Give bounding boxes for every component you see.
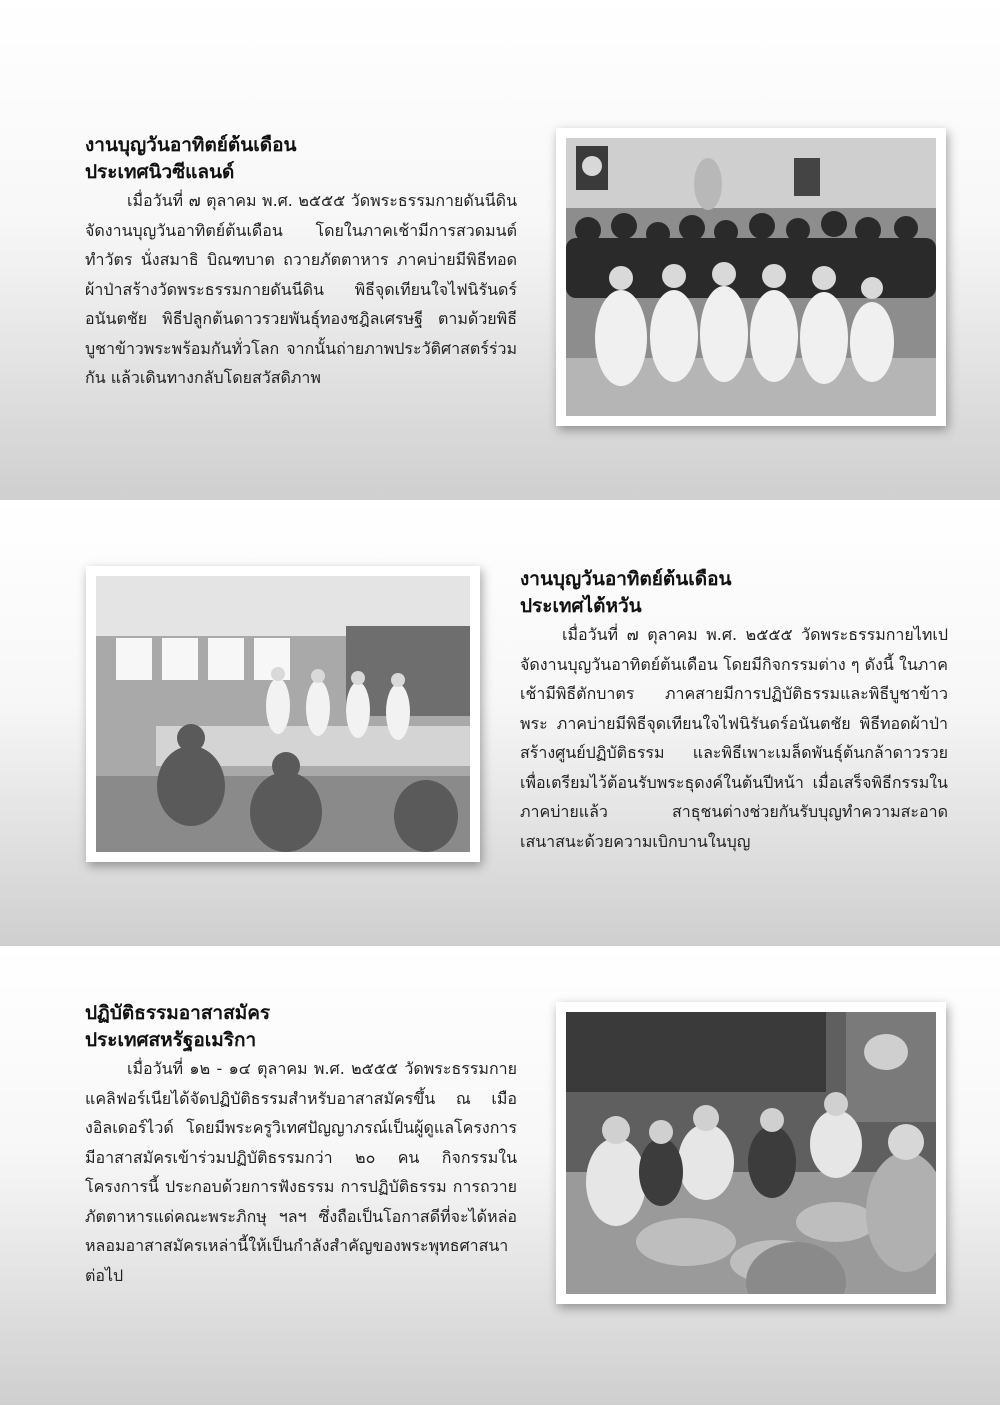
group-photo-icon bbox=[566, 138, 936, 416]
title-line-2: ประเทศนิวซีแลนด์ bbox=[85, 161, 235, 183]
meditation-photo-icon bbox=[566, 1012, 936, 1294]
title-line-1: งานบุญวันอาทิตย์ต้นเดือน bbox=[520, 568, 732, 590]
title-line-1: ปฏิบัติธรรมอาสาสมัคร bbox=[85, 1002, 271, 1024]
article-title bbox=[520, 566, 948, 620]
title-line-1: งานบุญวันอาทิตย์ต้นเดือน bbox=[85, 134, 297, 156]
article-body: เมื่อวันที่ ๗ ตุลาคม พ.ศ. ๒๕๕๕ วัดพระธรรมกายไทเปจัดงานบุญวันอาทิตย์ต้นเดือน โดยมีกิจกรรมต่าง ๆ ดังนี้ ในภาคเช้ามีพิธีตักบาตร ภาคสายมีการปฏิบัติธรรมและพิธีบูชาข้าวพระ ภาคบ่ายมีพิธีจุดเทียนใจไฟนิรันดร์อนันตชัย พิธีทอดผ้าป่าสร้างศูนย์ปฏิบัติธรรม และพิธีเพาะเมล็ดพันธุ์ต้นกล้าดาวรวย เพื่อเตรียมไว้ต้อนรับพระธุดงค์ในต้นปีหน้า เมื่อเสร็จพิธีกรรมในภาคบ่ายแล้ว สาธุชนต่างช่วยกันรับบุญทำความสะอาดเสนาสนะด้วยความเบิกบานในบุญ bbox=[520, 625, 948, 851]
article-taiwan bbox=[520, 566, 948, 856]
photo-taiwan bbox=[86, 566, 480, 862]
ceremony-photo-icon bbox=[96, 576, 470, 852]
article-usa bbox=[85, 1000, 517, 1290]
article-title bbox=[85, 132, 517, 186]
article-body: เมื่อวันที่ ๗ ตุลาคม พ.ศ. ๒๕๕๕ วัดพระธรรมกายดันนีดินจัดงานบุญวันอาทิตย์ต้นเดือน โดยในภาคเช้ามีการสวดมนต์ทำวัตร นั่งสมาธิ บิณฑบาต ถวายภัตตาหาร ภาคบ่ายมีพิธีทอดผ้าป่าสร้างวัดพระธรรมกายดันนีดิน พิธีจุดเทียนใจไฟนิรันดร์อนันตชัย พิธีปลูกต้นดาวรวยพันธุ์ทองชฎิลเศรษฐี ตามด้วยพิธีบูชาข้าวพระพร้อมกันทั่วโลก จากนั้นถ่ายภาพประวัติศาสตร์ร่วมกัน แล้วเดินทางกลับโดยสวัสดิภาพ bbox=[85, 191, 517, 387]
photo-usa bbox=[556, 1002, 946, 1304]
title-line-2: ประเทศสหรัฐอเมริกา bbox=[85, 1029, 257, 1051]
title-line-2: ประเทศไต้หวัน bbox=[520, 595, 642, 617]
article-new-zealand bbox=[85, 132, 517, 393]
article-body: เมื่อวันที่ ๑๒ - ๑๔ ตุลาคม พ.ศ. ๒๕๕๕ วัดพระธรรมกายแคลิฟอร์เนียได้จัดปฏิบัติธรรมสำหรับอาสาสมัครขึ้น ณ เมืองอิลเดอร์ไวด์ โดยมีพระครูวิเทศปัญญาภรณ์เป็นผู้ดูแลโครงการ มีอาสาสมัครเข้าร่วมปฏิบัติธรรมกว่า ๒๐ คน กิจกรรมในโครงการนี้ ประกอบด้วยการฟังธรรม การปฏิบัติธรรม การถวายภัตตาหารแด่คณะพระภิกษุ ฯลฯ ซึ่งถือเป็นโอกาสดีที่จะได้หล่อหลอมอาสาสมัครเหล่านี้ให้เป็นกำลังสำคัญของพระพุทธศาสนาต่อไป bbox=[85, 1059, 517, 1285]
article-title bbox=[85, 1000, 517, 1054]
photo-new-zealand bbox=[556, 128, 946, 426]
